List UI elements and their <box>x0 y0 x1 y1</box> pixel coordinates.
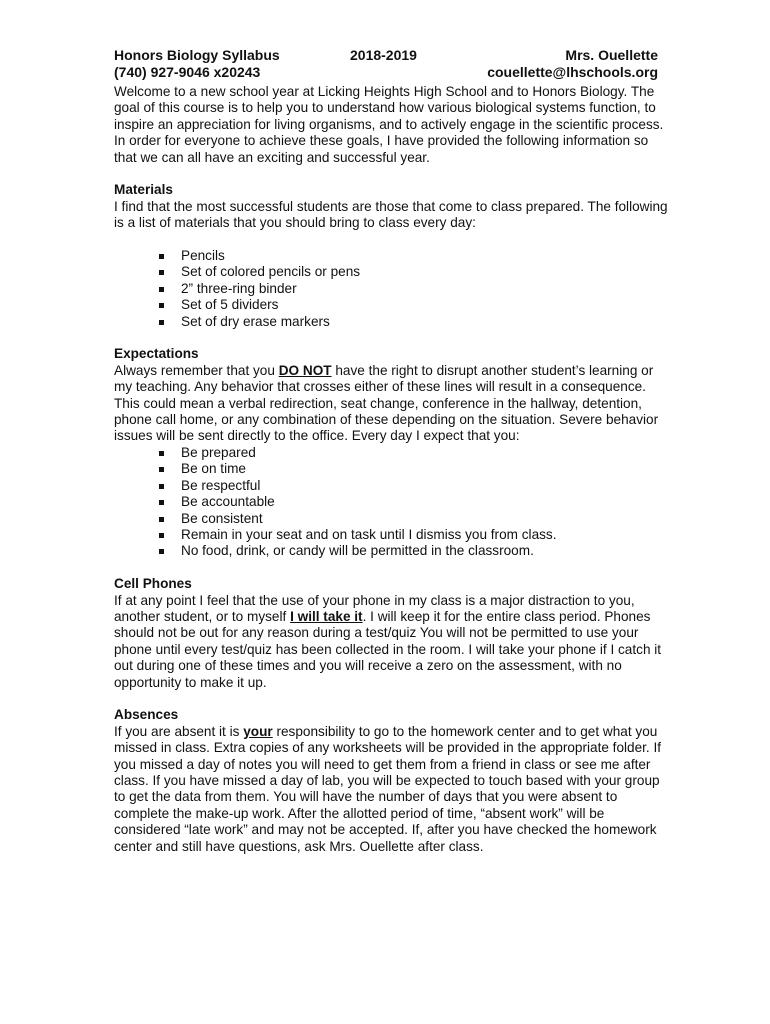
header-row-1 <box>114 47 674 64</box>
list-item: Be accountable <box>158 494 674 510</box>
cell-phones-heading: Cell Phones <box>114 576 192 592</box>
expectations-section <box>114 346 674 559</box>
intro-paragraph: Welcome to a new school year at Licking Heights High School and to Honors Biology. The goal of this course is to help you to understand how various biological systems function, to inspire an appreciation for living organisms, and to actively engage in the scientific process. In order for everyone to achieve these goals, I have provided the following information so that we can all have an exciting and successful year. <box>114 84 664 165</box>
list-item: Be on time <box>158 461 674 477</box>
course-title: Honors Biology Syllabus <box>114 47 280 63</box>
text-run: Always remember that you <box>114 362 279 378</box>
absences-section <box>114 707 674 855</box>
list-item: 2” three-ring binder <box>158 281 674 297</box>
list-item: Pencils <box>158 248 674 264</box>
list-item: No food, drink, or candy will be permitted in the classroom. <box>158 543 674 559</box>
list-item: Be prepared <box>158 445 674 461</box>
phone-number: (740) 927-9046 x20243 <box>114 63 261 80</box>
absences-heading: Absences <box>114 707 179 723</box>
list-item: Remain in your seat and on task until I dismiss you from class. <box>158 527 674 543</box>
school-year: 2018-2019 <box>350 47 417 63</box>
expectations-text <box>114 363 674 445</box>
text-run: If at any point I feel that the use of your phone in my class is a major distraction to you, another student, or to myself <box>114 592 635 624</box>
cell-phones-text <box>114 593 674 691</box>
expectations-list <box>114 445 674 560</box>
absences-text <box>114 724 674 855</box>
text-run: have the right to disrupt another student’s learning or my teaching. Any behavior that crosses either of these lines will result in a consequence. This could mean a verbal redirection, seat change, conference in the hallway, detention, phone call home, or any combination of these depending on the situation. Severe behavior issues will be sent directly to the office. Every day I expect that you: <box>114 362 659 444</box>
list-item: Set of 5 dividers <box>158 297 674 313</box>
email-address: couellette@lhschools.org <box>487 63 658 80</box>
materials-heading: Materials <box>114 182 173 198</box>
cell-phones-section <box>114 576 674 691</box>
list-item: Set of colored pencils or pens <box>158 264 674 280</box>
expectations-heading: Expectations <box>114 346 199 362</box>
text-run: . I will keep it for the entire class period. Phones should not be out for any reason during a test/quiz You will not be permitted to use your phone until every test/quiz has been collected in the room. I will take your phone if I catch it out during one of these times and you will receive a zero on the assessment, with no opportunity to make it up. <box>114 608 662 690</box>
materials-section <box>114 182 674 330</box>
list-item: Set of dry erase markers <box>158 314 674 330</box>
materials-list <box>114 248 674 330</box>
text-run: responsibility to go to the homework center and to get what you missed in class. Extra copies of any worksheets will be provided in the appropriate folder. If you missed a day of notes you will need to get them from a friend in class or see me after class. If you have missed a day of lab, you will be expected to touch based with your group to get the data from them. You will have the number of days that you were absent to complete the make-up work. After the allotted period of time, “absent work” will be considered “late work” and may not be accepted. If, after you have checked the homework center and still have questions, ask Mrs. Ouellette after class. <box>114 723 662 854</box>
emphasis-your: your <box>243 723 273 739</box>
syllabus-page <box>114 47 674 855</box>
materials-text: I find that the most successful students are those that come to class prepared. The following is a list of materials that you should bring to class every day: <box>114 198 668 231</box>
list-item: Be consistent <box>158 511 674 527</box>
text-run: If you are absent it is <box>114 723 244 739</box>
list-item: Be respectful <box>158 478 674 494</box>
header-row-2 <box>114 64 674 81</box>
emphasis-do-not: DO NOT <box>278 362 332 378</box>
emphasis-i-will-take-it: I will take it <box>290 608 363 624</box>
teacher-name: Mrs. Ouellette <box>565 47 658 63</box>
